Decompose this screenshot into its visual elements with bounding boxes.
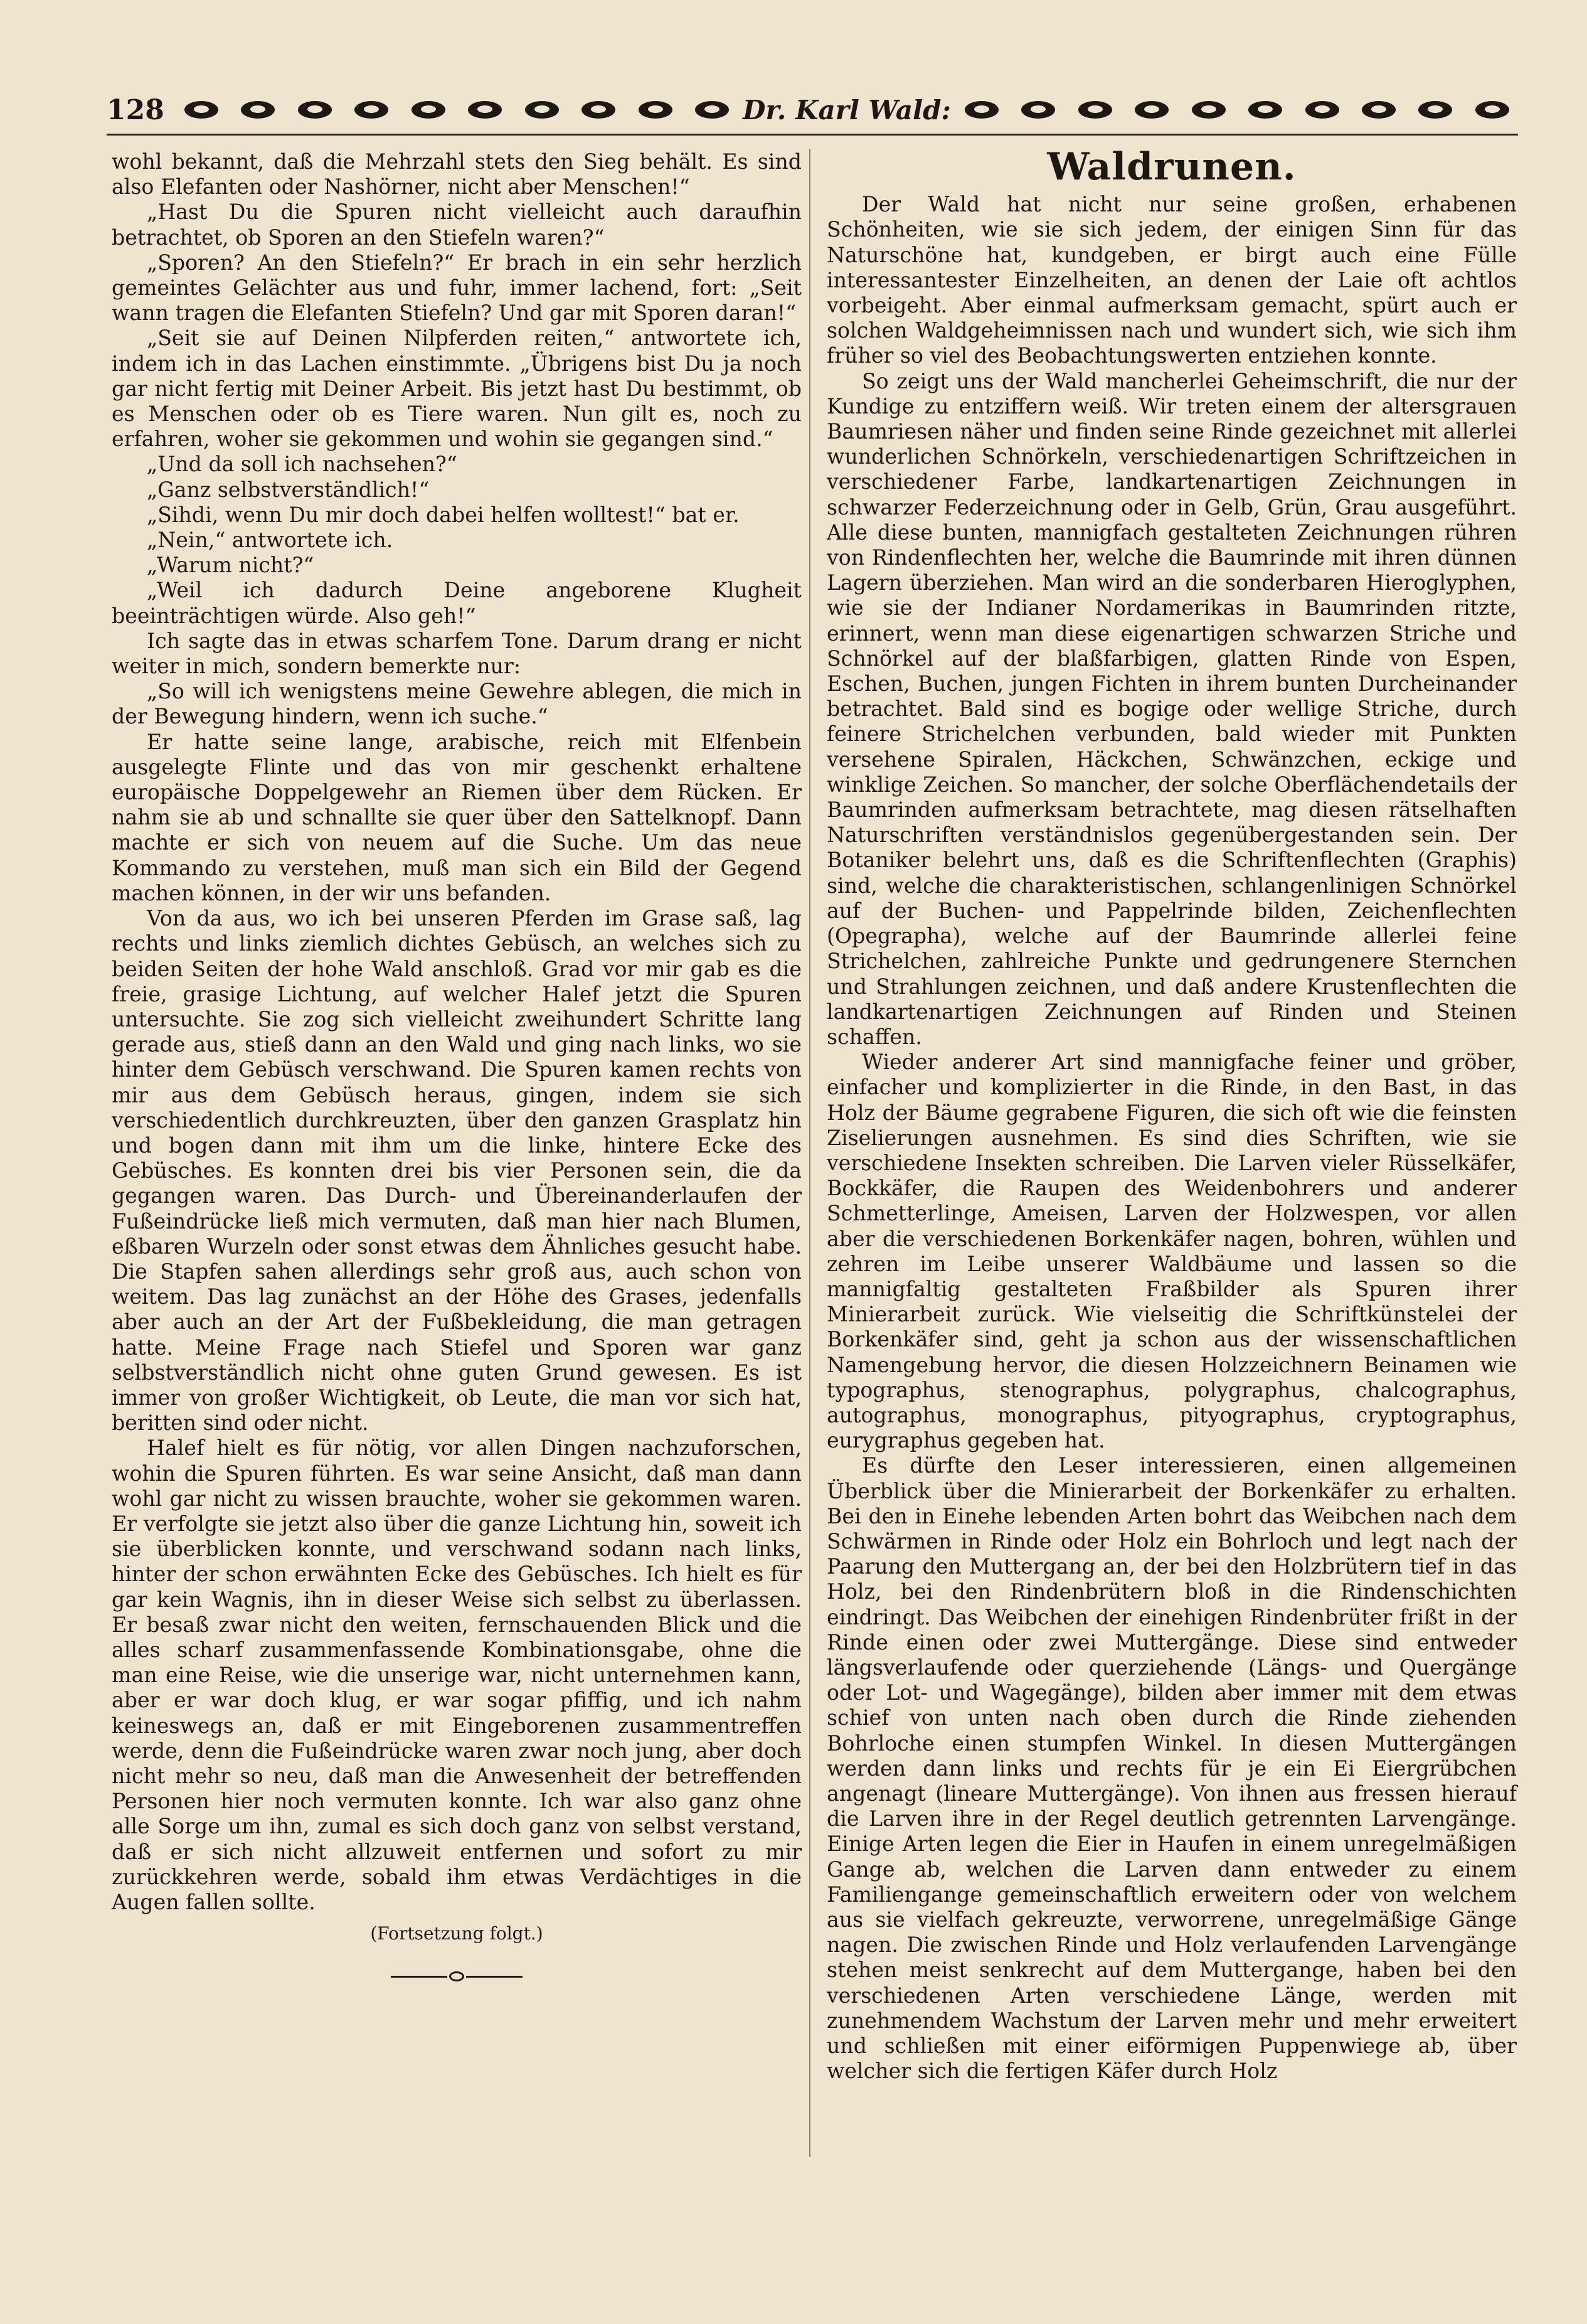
scroll-ornament-icon — [1362, 101, 1396, 119]
end-rule-line-right — [466, 1976, 523, 1978]
paragraph: „Nein,“ antwortete ich. — [147, 528, 393, 553]
scroll-ornament-icon — [1078, 101, 1112, 119]
paragraph: Von da aus, wo ich bei unseren Pferden im Grase saß, lag rechts und links ziemlich dichtes Gebüsch, an welches sich zu beiden Seiten der hohe Wald anschloß. Grad vor mir gab es die freie, grasige Lichtung, auf welcher Halef jetzt die Spuren untersuchte. Sie zog sich vielleicht zweihundert Schritte lang gerade aus, stieß dann an den Wald und ging nach links, wo sie hinter dem Gebüsch verschwand. Die Spuren kamen rechts von mir aus dem Gebüsch heraus, gingen, indem sie sich verschiedentlich durchkreuzten, über den ganzen Grasplatz hin und bogen dann mit ihm um die linke, hintere Ecke des Gebüsches. Es konnten drei bis vier Personen sein, die da gegangen waren. Das Durch- und Übereinanderlaufen der Fußeindrücke ließ mich vermuten, daß man hier nach Blumen, eßbaren Wurzeln oder sonst etwas dem Ähnliches gesucht habe. Die Stapfen sahen allerdings sehr groß aus, auch schon von weitem. Das lag zunächst an der Höhe des Grases, jedenfalls aber auch an der Art der Fußbekleidung, die man getragen hatte. Meine Frage nach Stiefel und Sporen war ganz selbstverständlich nicht ohne guten Grund gewesen. Es ist immer von großer Wichtigkeit, ob Leute, die man vor sich hat, beritten sind oder nicht. — [112, 906, 802, 1436]
scroll-ornament-icon — [1475, 101, 1509, 119]
left-column — [112, 149, 802, 1981]
continued-note: (Fortsetzung folgt.) — [370, 1923, 543, 1944]
header-ornaments-right — [956, 101, 1518, 119]
scroll-ornament-icon — [695, 101, 729, 119]
scroll-ornament-icon — [298, 101, 332, 119]
page-header — [107, 88, 1518, 132]
scroll-ornament-icon — [965, 101, 999, 119]
paragraph: „Ganz selbstverständlich!“ — [147, 477, 430, 502]
page-number: 128 — [107, 93, 164, 126]
scroll-ornament-icon — [525, 101, 559, 119]
scroll-ornament-icon — [639, 101, 672, 119]
scroll-ornament-icon — [1418, 101, 1452, 119]
header-ornaments-left — [176, 101, 738, 119]
paragraph: „Hast Du die Spuren nicht vielleicht auch daraufhin betrachtet, ob Sporen an den Stiefeln waren?“ — [112, 200, 802, 250]
running-head-author: Dr. Karl Wald: — [743, 94, 951, 125]
scroll-ornament-icon — [581, 101, 615, 119]
paragraph: „Warum nicht?“ — [147, 553, 314, 578]
paragraph: „Sihdi, wenn Du mir doch dabei helfen wolltest!“ bat er. — [147, 502, 740, 527]
paragraph: Ich sagte das in etwas scharfem Tone. Darum drang er nicht weiter in mich, sondern bemerkte nur: — [112, 628, 802, 679]
header-rule — [107, 134, 1518, 136]
knot-ornament-icon — [449, 1971, 464, 1981]
scroll-ornament-icon — [184, 101, 218, 119]
column-divider — [809, 149, 810, 2157]
right-column — [827, 145, 1517, 2084]
paragraph: Es dürfte den Leser interessieren, einen allgemeinen Überblick über die Minierarbeit der Borkenkäfer zu erhalten. Bei den in Einehe lebenden Arten bohrt das Weibchen nach dem Schwärmen in Rinde oder Holz ein Bohrloch und legt nach der Paarung den Muttergang an, der bei den Holzbrütern tief in das Holz, bei den Rindenbrütern bloß in die Rindenschichten eindringt. Das Weibchen der einehigen Rindenbrüter frißt in der Rinde einen oder zwei Muttergänge. Diese sind entweder längsverlaufende oder querziehende (Längs- und Quergänge oder Lot- und Wagegänge), bilden aber immer mit dem etwas schief von unten nach oben durch die Rinde ziehenden Bohrloche einen stumpfen Winkel. In diesen Muttergängen werden dann links und rechts für je ein Ei Eiergrübchen angenagt (lineare Muttergänge). Von ihnen aus fressen hierauf die Larven ihre in der Regel deutlich getrennten Larvengänge. Einige Arten legen die Eier in Haufen in einem unregelmäßigen Gange ab, welchen die Larven dann entweder zu einem Familiengange gemeinschaftlich erweitern oder von welchem aus sie vielfach gekreuzte, verworrene, unregelmäßige Gänge nagen. Die zwischen Rinde und Holz verlaufenden Larvengänge stehen meist senkrecht auf dem Muttergange, haben bei den verschiedenen Arten verschiedene Länge, werden mit zunehmendem Wachstum der Larven mehr und mehr erweitert und schließen mit einer eiförmigen Puppenwiege ab, über welcher sich die fertigen Käfer durch Holz — [827, 1453, 1517, 2084]
scroll-ornament-icon — [241, 101, 275, 119]
paragraph: wohl bekannt, daß die Mehrzahl stets den Sieg behält. Es sind also Elefanten oder Nashörner, nicht aber Menschen!“ — [112, 149, 802, 200]
paragraph: „Und da soll ich nachsehen?“ — [147, 452, 457, 477]
scroll-ornament-icon — [1248, 101, 1282, 119]
article-title: Waldrunen. — [1047, 145, 1297, 189]
end-ornament — [391, 1971, 523, 1981]
scroll-ornament-icon — [468, 101, 502, 119]
paragraph: So zeigt uns der Wald mancherlei Geheimschrift, die nur der Kundige zu entziffern weiß. Wir treten einem der altersgrauen Baumriesen näher und finden seine Rinde gezeichnet mit allerlei wunderlichen Schnörkeln, verschiedenartigen Schriftzeichen in verschiedener Farbe, landkartenartigen Zeichnungen in schwarzer Federzeichnung oder in Gelb, Grün, Grau ausgeführt. Alle diese bunten, mannigfach gestalteten Zeichnungen rühren von Rindenflechten her, welche die Baumrinde mit ihren dünnen Lagern überziehen. Man wird an die sonderbaren Hieroglyphen, wie sie der Indianer Nordamerikas in Baumrinden ritzte, erinnert, wenn man diese eigenartigen schwarzen Striche und Schnörkel auf der blaßfarbigen, glatten Rinde von Espen, Eschen, Buchen, jungen Fichten in ihrem bunten Durcheinander betrachtet. Bald sind es bogige oder wellige Striche, durch feinere Strichelchen verbunden, bald wieder mit Punkten versehene Spiralen, Häckchen, Schwänzchen, eckige und winklige Zeichen. So mancher, der solche Oberflächendetails der Baumrinden aufmerksam betrachtete, mag diesen rätselhaften Naturschriften verständnislos gegenübergestanden sein. Der Botaniker belehrt uns, daß es die Schriftenflechten (Graphis) sind, welche die charakteristischen, schlangenlinigen Schnörkel auf der Buchen- und Pappelrinde bilden, Zeichenflechten (Opegrapha), welche auf der Baumrinde allerlei feine Strichelchen, zahlreiche Punkte und gedrungenere Sternchen und Strahlungen zeichnen, und daß andere Krustenflechten die landkartenartigen Zeichnungen auf Rinden und Steinen schaffen. — [827, 368, 1517, 1049]
paragraph: „Weil ich dadurch Deine angeborene Klugheit beeinträchtigen würde. Also geh!“ — [112, 578, 802, 628]
paragraph: „Seit sie auf Deinen Nilpferden reiten,“ antwortete ich, indem ich in das Lachen einstimmte. „Übrigens bist Du ja noch gar nicht fertig mit Deiner Arbeit. Bis jetzt hast Du bestimmt, ob es Menschen oder ob es Tiere waren. Nun gilt es, noch zu erfahren, woher sie gekommen und wohin sie gegangen sind.“ — [112, 326, 802, 452]
scroll-ornament-icon — [1192, 101, 1226, 119]
paragraph: Er hatte seine lange, arabische, reich mit Elfenbein ausgelegte Flinte und das von mir geschenkt erhaltene europäische Doppelgewehr an Riemen über dem Rücken. Er nahm sie ab und schnallte sie quer über den Sattelknopf. Dann machte er sich von neuem auf die Suche. Um das neue Kommando zu verstehen, muß man sich ein Bild der Gegend machen können, in der wir uns befanden. — [112, 729, 802, 905]
paragraph: Wieder anderer Art sind mannigfache feiner und gröber, einfacher und komplizierter in die Rinde, in den Bast, in das Holz der Bäume gegrabene Figuren, die sich oft wie die feinsten Ziselierungen ausnehmen. Es sind dies Schriften, wie sie verschiedene Insekten schreiben. Die Larven vieler Rüsselkäfer, Bockkäfer, die Raupen des Weidenbohrers und anderer Schmetterlinge, Ameisen, Larven der Holzwespen, vor allen aber die verschiedenen Borkenkäfer nagen, bohren, wühlen und zehren im Leibe unserer Waldbäume und lassen so die mannigfaltig gestalteten Fraßbilder als Spuren ihrer Minierarbeit zurück. Wie vielseitig die Schriftkünstelei der Borkenkäfer sind, geht ja schon aus der wissenschaftlichen Namengebung hervor, die diesen Holzzeichnern Beinamen wie typographus, stenographus, polygraphus, chalcographus, autographus, monographus, pityographus, cryptographus, eurygraphus gegeben hat. — [827, 1050, 1517, 1453]
scroll-ornament-icon — [1305, 101, 1339, 119]
scroll-ornament-icon — [1135, 101, 1169, 119]
paragraph: Halef hielt es für nötig, vor allen Dingen nachzuforschen, wohin die Spuren führten. Es war seine Ansicht, daß man dann wohl gar nicht zu wissen brauchte, woher sie gekommen waren. Er verfolgte sie jetzt also über die ganze Lichtung hin, soweit ich sie überblicken konnte, und verschwand sodann nach links, hinter der schon erwähnten Ecke des Gebüsches. Ich hielt es für gar kein Wagnis, ihn in dieser Weise sich selbst zu überlassen. Er besaß zwar nicht den weiten, fernschauenden Blick und die alles scharf zusammenfassende Kombinationsgabe, ohne die man eine Reise, wie die unserige war, nicht unternehmen kann, aber er war doch klug, er war sogar pfiffig, und ich nahm keineswegs an, daß er mit Eingeborenen zusammentreffen werde, denn die Fußeindrücke waren zwar noch jung, aber doch nicht mehr so neu, daß man die Anwesenheit der betreffenden Personen hier noch vermuten konnte. Ich war also ganz ohne alle Sorge um ihn, zumal es sich doch ganz von selbst verstand, daß er sich nicht allzuweit entfernen und sofort zu mir zurückkehren werde, sobald ihm etwas Verdächtiges in die Augen fallen sollte. — [112, 1436, 802, 1915]
scroll-ornament-icon — [411, 101, 445, 119]
end-rule-line-left — [391, 1976, 447, 1978]
paragraph: Der Wald hat nicht nur seine großen, erhabenen Schönheiten, wie sie sich jedem, der einigen Sinn für das Naturschöne hat, kundgeben, er birgt auch eine Fülle interessantester Einzelheiten, an denen der Laie oft achtlos vorbeigeht. Aber einmal aufmerksam gemacht, spürt auch er solchen Waldgeheimnissen nach und wundert sich, wie sich ihm früher so viel des Beobachtungswerten entziehen konnte. — [827, 192, 1517, 368]
paragraph: „Sporen? An den Stiefeln?“ Er brach in ein sehr herzlich gemeintes Gelächter aus und fuhr, immer lachend, fort: „Seit wann tragen die Elefanten Stiefeln? Und gar mit Sporen daran!“ — [112, 250, 802, 326]
paragraph: „So will ich wenigstens meine Gewehre ablegen, die mich in der Bewegung hindern, wenn ich suche.“ — [112, 679, 802, 729]
scroll-ornament-icon — [1021, 101, 1055, 119]
scroll-ornament-icon — [354, 101, 388, 119]
